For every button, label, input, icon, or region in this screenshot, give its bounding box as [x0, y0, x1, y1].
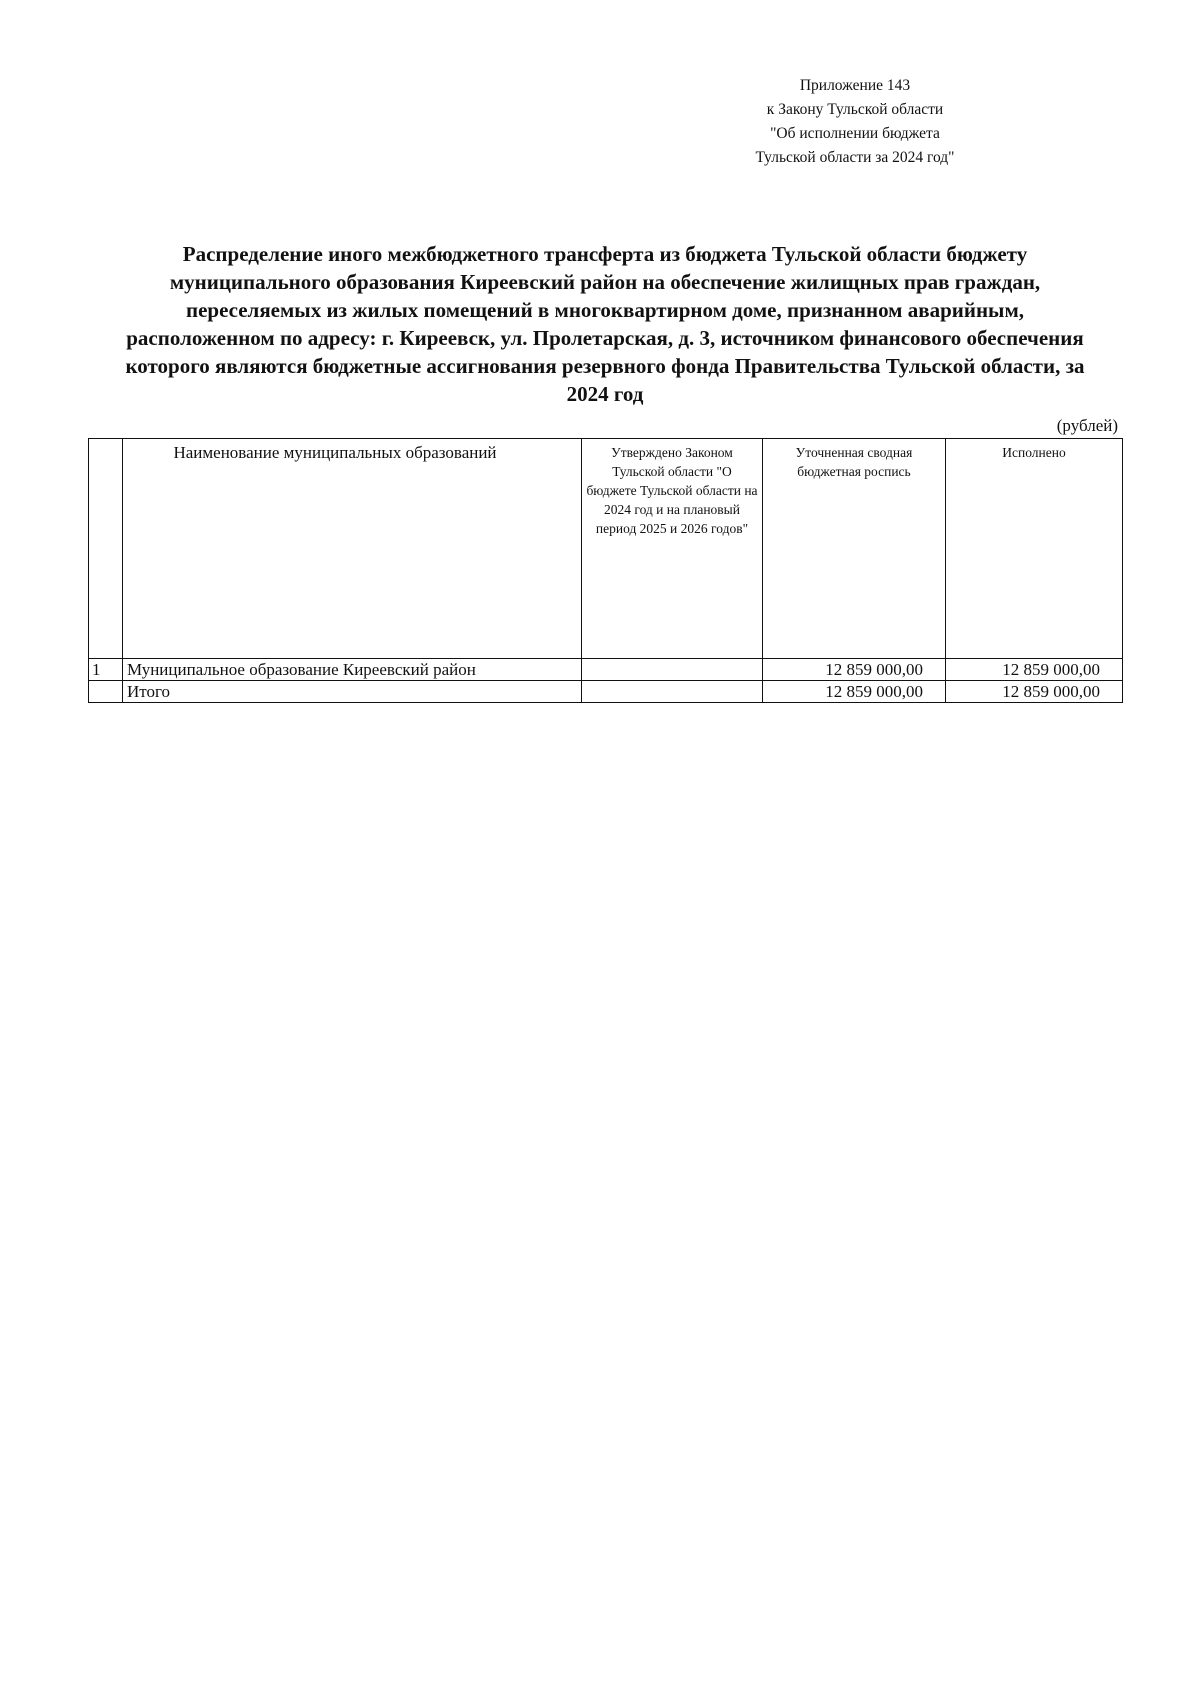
appendix-line: Приложение 143	[799, 77, 911, 94]
title-line: которого являются бюджетные ассигнования резервного фонда Правительства Тульской области, за	[125, 354, 1085, 378]
appendix-line: Тульской области за 2024 год"	[755, 149, 955, 166]
cell-num: 1	[89, 659, 123, 681]
cell-executed: 12 859 000,00	[946, 681, 1123, 703]
header-executed: Исполнено	[946, 439, 1123, 659]
title-line: муниципального образования Киреевский район на обеспечение жилищных прав граждан,	[169, 270, 1041, 294]
table-row	[89, 659, 1123, 681]
cell-refined: 12 859 000,00	[763, 659, 946, 681]
cell-name: Муниципальное образование Киреевский район	[123, 659, 582, 681]
header-name: Наименование муниципальных образований	[123, 439, 582, 659]
document-title	[90, 240, 1120, 408]
header-approved: Утверждено Законом Тульской области "О бюджете Тульской области на 2024 год и на плановый период 2025 и 2026 годов"	[582, 439, 763, 659]
appendix-header	[700, 74, 1010, 170]
budget-table	[88, 438, 1123, 703]
title-line: Распределение иного межбюджетного трансферта из бюджета Тульской области бюджету	[182, 242, 1028, 266]
title-line: переселяемых из жилых помещений в многоквартирном доме, признанном аварийным,	[185, 298, 1025, 322]
cell-num	[89, 681, 123, 703]
table-header-row	[89, 439, 1123, 659]
cell-executed: 12 859 000,00	[946, 659, 1123, 681]
cell-approved	[582, 681, 763, 703]
cell-name: Итого	[123, 681, 582, 703]
title-line: 2024 год	[566, 382, 644, 406]
appendix-line: "Об исполнении бюджета	[770, 125, 940, 142]
title-line: расположенном по адресу: г. Киреевск, ул. Пролетарская, д. 3, источником финансового обеспечения	[126, 326, 1084, 350]
units-label: (рублей)	[1056, 416, 1118, 435]
appendix-line: к Закону Тульской области	[766, 101, 944, 118]
cell-refined: 12 859 000,00	[763, 681, 946, 703]
cell-approved	[582, 659, 763, 681]
header-num	[89, 439, 123, 659]
header-refined: Уточненная сводная бюджетная роспись	[763, 439, 946, 659]
table-total-row	[89, 681, 1123, 703]
